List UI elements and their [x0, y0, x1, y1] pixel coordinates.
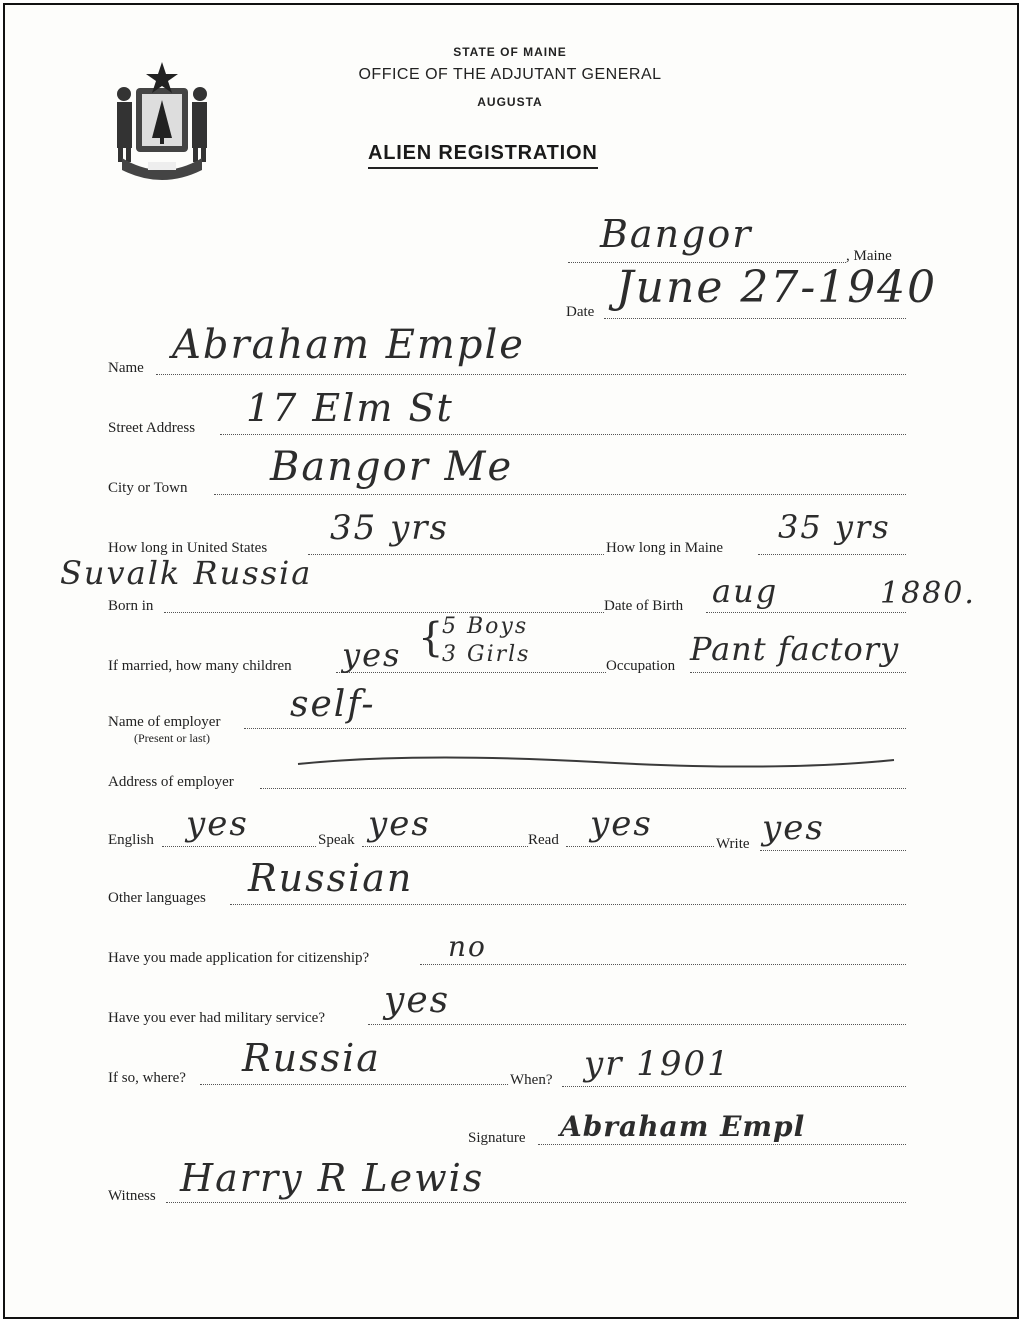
children-boys[interactable]: 5 Boys	[442, 614, 529, 639]
citizenship-line	[420, 964, 906, 965]
street-value[interactable]: 17 Elm St	[246, 386, 454, 430]
place-value[interactable]: Bangor	[600, 212, 753, 256]
dob-label: Date of Birth	[604, 598, 684, 614]
employer-address-label: Address of employer	[108, 774, 234, 790]
name-value[interactable]: Abraham Emple	[172, 322, 525, 368]
write-line	[760, 850, 906, 851]
english-label: English	[108, 832, 154, 848]
when-value[interactable]: yr 1901	[584, 1044, 731, 1084]
when-label: When?	[510, 1072, 553, 1088]
employer-line	[244, 728, 906, 729]
employer-address-line	[260, 788, 906, 789]
dob-line	[706, 612, 906, 613]
occupation-line	[690, 672, 906, 673]
header-office: OFFICE OF THE ADJUTANT GENERAL	[358, 66, 662, 83]
military-label: Have you ever had military service?	[108, 1010, 325, 1026]
employer-value[interactable]: self-	[290, 684, 376, 725]
where-label: If so, where?	[108, 1070, 186, 1086]
city-label: City or Town	[108, 480, 188, 496]
city-line	[214, 494, 906, 495]
how-long-maine-line	[758, 554, 906, 555]
english-line	[162, 846, 316, 847]
occupation-value[interactable]: Pant factory	[690, 630, 900, 668]
where-line	[200, 1084, 508, 1085]
how-long-us-value[interactable]: 35 yrs	[330, 508, 449, 548]
dob-month[interactable]: aug	[712, 572, 779, 610]
speak-line	[362, 846, 528, 847]
military-value[interactable]: yes	[384, 980, 451, 1021]
when-line	[562, 1086, 906, 1087]
military-line	[368, 1024, 906, 1025]
header-state: STATE OF MAINE	[453, 45, 567, 59]
date-line	[604, 318, 906, 319]
signature-label: Signature	[468, 1130, 526, 1146]
name-label: Name	[108, 360, 144, 376]
employer-label: Name of employer	[108, 714, 221, 730]
date-value[interactable]: June 27-1940	[616, 262, 938, 313]
born-in-line	[164, 612, 604, 613]
children-value[interactable]: yes	[342, 636, 402, 674]
children-label: If married, how many children	[108, 658, 292, 674]
place-suffix: , Maine	[846, 248, 892, 264]
children-girls[interactable]: 3 Girls	[442, 642, 531, 667]
citizenship-label: Have you made application for citizenship?	[108, 950, 370, 966]
header-city: AUGUSTA	[477, 95, 543, 109]
name-line	[156, 374, 906, 375]
read-label: Read	[528, 832, 559, 848]
speak-label: Speak	[318, 832, 355, 848]
born-in-value[interactable]: Suvalk Russia	[60, 554, 313, 592]
dob-year[interactable]: 1880.	[880, 576, 976, 611]
other-languages-value[interactable]: Russian	[248, 856, 414, 900]
read-value[interactable]: yes	[590, 804, 653, 844]
how-long-us-line	[308, 554, 604, 555]
employer-address-dash	[296, 750, 896, 774]
signature-line	[538, 1144, 906, 1145]
witness-value[interactable]: Harry R Lewis	[180, 1156, 485, 1200]
maine-state-seal-icon	[108, 58, 216, 182]
witness-label: Witness	[108, 1188, 156, 1204]
how-long-maine-label: How long in Maine	[606, 540, 724, 556]
witness-line	[166, 1202, 906, 1203]
form-title: ALIEN REGISTRATION	[368, 142, 598, 169]
street-label: Street Address	[108, 420, 196, 436]
children-brace: {	[418, 615, 444, 661]
date-label: Date	[566, 304, 595, 320]
speak-value[interactable]: yes	[368, 804, 431, 844]
employer-sublabel: (Present or last)	[134, 731, 210, 745]
english-value[interactable]: yes	[186, 804, 249, 844]
other-languages-label: Other languages	[108, 890, 206, 906]
born-in-label: Born in	[108, 598, 154, 614]
city-value[interactable]: Bangor Me	[270, 444, 514, 490]
street-line	[220, 434, 906, 435]
signature-value[interactable]: Abraham Empl	[560, 1110, 806, 1143]
citizenship-value[interactable]: no	[448, 930, 487, 963]
how-long-us-label: How long in United States	[108, 540, 268, 556]
where-value[interactable]: Russia	[242, 1036, 381, 1080]
write-label: Write	[716, 836, 750, 852]
occupation-label: Occupation	[606, 658, 676, 674]
other-languages-line	[230, 904, 906, 905]
how-long-maine-value[interactable]: 35 yrs	[778, 508, 891, 546]
read-line	[566, 846, 714, 847]
write-value[interactable]: yes	[762, 808, 825, 848]
